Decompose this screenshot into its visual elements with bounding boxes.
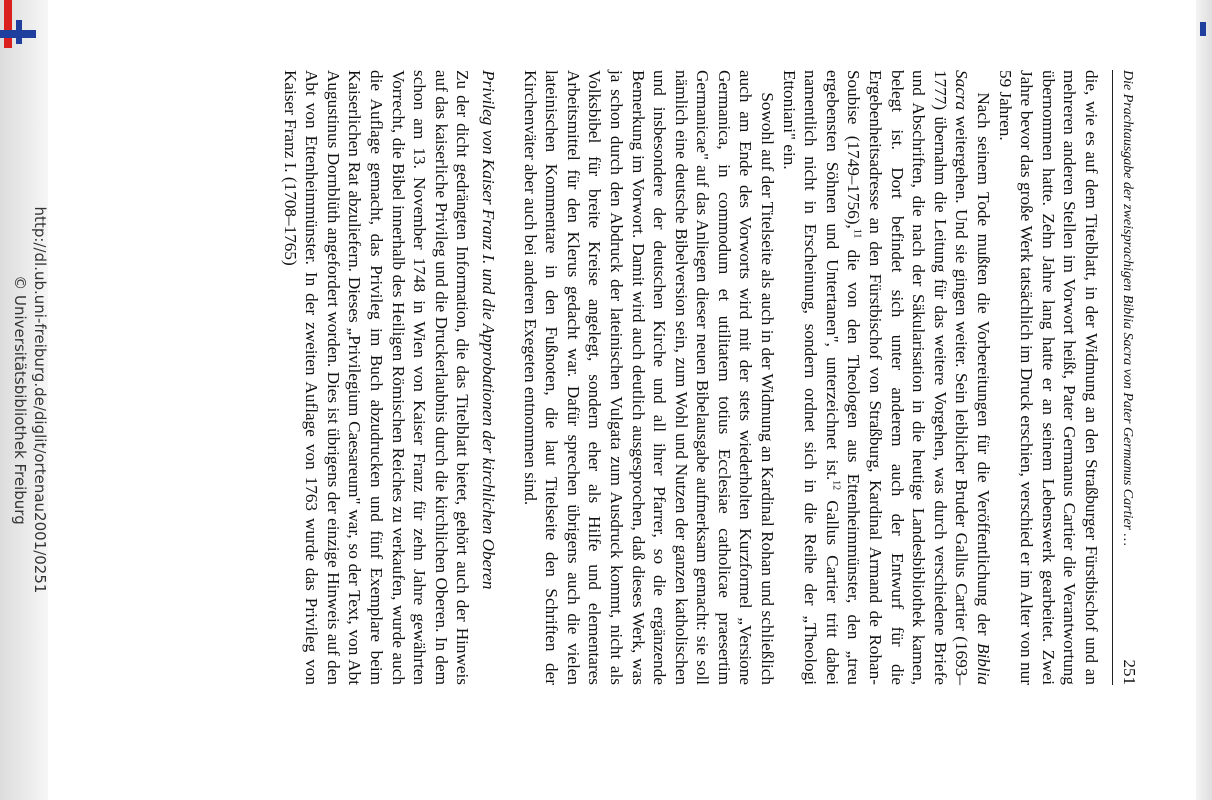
page-number: 251 xyxy=(1120,659,1139,685)
paragraph-2-text-c: weitergehen. Und sie gingen weiter. Sein leiblicher Bruder Gallus Cartier (1693–1777) übernahm die Leitung für das weitere Vorgehen, was durch verschiedene Briefe und Abschriften, die nach der Säkularisation in die heutige Landesbibliothek kamen, belegt ist. Dort befindet sich unter anderem auch der Entwurf für die Ergebenheitsadresse an den Fürstbischof von Straßburg, Kardinal Armand de Rohan-Soubise (1749–1756), xyxy=(844,70,972,685)
footnote-ref-11: 11 xyxy=(852,228,864,239)
red-marker-left xyxy=(4,0,12,48)
section-heading: Privileg von Kaiser Franz I. und die Approbationen der kirchlichen Oberen xyxy=(478,70,498,590)
blue-marker-right xyxy=(1200,22,1206,36)
paragraph-1: die, wie es auf dem Titelblatt, in der Widmung an den Straßburger Fürstbischof und an mehreren anderen Stellen im Vorwort heißt, Pater Germanus Cartier die Verantwortung übernommen hatte. Zehn Jahre lang hatte er an seinem Lebenswerk gearbeitet. Zwei Jahre bevor das große Werk tatsächlich im Druck erschien, verschied er im Alter von nur 59 Jahren. xyxy=(995,70,1101,685)
source-attribution xyxy=(10,207,50,594)
copyright-notice: © Universitätsbibliothek Freiburg xyxy=(11,275,29,525)
paragraph-2-text-a: Nach seinem Tode mußten die Vorbereitungen für die Veröffentlichung der xyxy=(974,92,994,643)
blue-marker-left-2 xyxy=(16,20,22,44)
paragraph-2-text-e: Gallus Cartier tritt dabei namentlich nicht in Erscheinung, sondern ordnet sich in die Reihe der „Theologi Ettoniani" ein. xyxy=(779,70,842,685)
paragraph-2 xyxy=(778,70,994,685)
running-head xyxy=(1112,70,1140,685)
paragraph-2-italic-title: Biblia Sacra xyxy=(952,70,994,685)
right-margin-strip xyxy=(1196,0,1212,800)
paragraph-2-text-d: die von den Theologen aus Ettenheimmünster, den „treu ergebensten Söhnen und Untertanen", unterzeichnet ist. xyxy=(822,70,864,685)
running-title: Die Prachtausgabe der zweisprachigen Biblia Sacra von Pater Germanus Cartier … xyxy=(1120,70,1135,546)
footnote-ref-12: 12 xyxy=(830,480,842,491)
paragraph-4: Zu der dicht gedrängten Information, die das Titelblatt bietet, gehört auch der Hinweis auf das kaiserliche Privileg und die Druckerlaubnis durch die kirchlichen Oberen. In dem schon am 13. November 1748 in Wien von Kaiser Franz für zehn Jahre gewährten Vorrecht, die Bibel innerhalb des Heiligen Römischen Reiches zu verkaufen, wurde auch die Auflage gemacht, das Privileg im Buch abzudrucken und fünf Exemplare beim Kaiserlichen Rat abzuliefern. Dieses „Privilegium Caesareum" war, so der Text, von Abt Augustinus Dornblüth angefordert worden. Dies ist übrigens der einzige Hinweis auf den Abt von Ettenheimmünster. In der zweiten Auflage von 1763 wurde das Privileg von Kaiser Franz I. (1708–1765) xyxy=(280,70,473,685)
book-page xyxy=(280,70,1140,685)
source-url[interactable]: http://dl.ub.uni-freiburg.de/diglit/ortenau2001/0251 xyxy=(31,206,49,594)
paragraph-3: Sowohl auf der Titelseite als auch in der Widmung an Kardinal Rohan und schließlich auch am Ende des Vorworts wird mit der stets wiederholten Kurzformel „Versione Germanica, in commodum et utilitatem totius Ecclesiae catholicae praesertim Germanicae" auf das Anliegen dieser neuen Bibelausgabe aufmerksam gemacht: sie soll nämlich eine deutsche Bibelversion sein, zum Wohl und Nutzen der ganzen katholischen und insbesondere der deutschen Kirche und all ihrer Pfarrer, so die ergänzende Bemerkung im Vorwort. Damit wird auch deutlich ausgesprochen, daß dieses Werk, was ja schon durch den Abdruck der lateinischen Vulgata zum Ausdruck kommt, nicht als Volksbibel für breite Kreise angelegt, sondern eher als Hilfe und elementares Arbeitsmittel für den Klerus gedacht war. Dafür sprechen übrigens auch die vielen lateinischen Kommentare in den Fußnoten, die laut Titelseite den Schriften der Kirchenväter aber auch bei anderen Exegeten entnommen sind. xyxy=(520,70,778,685)
